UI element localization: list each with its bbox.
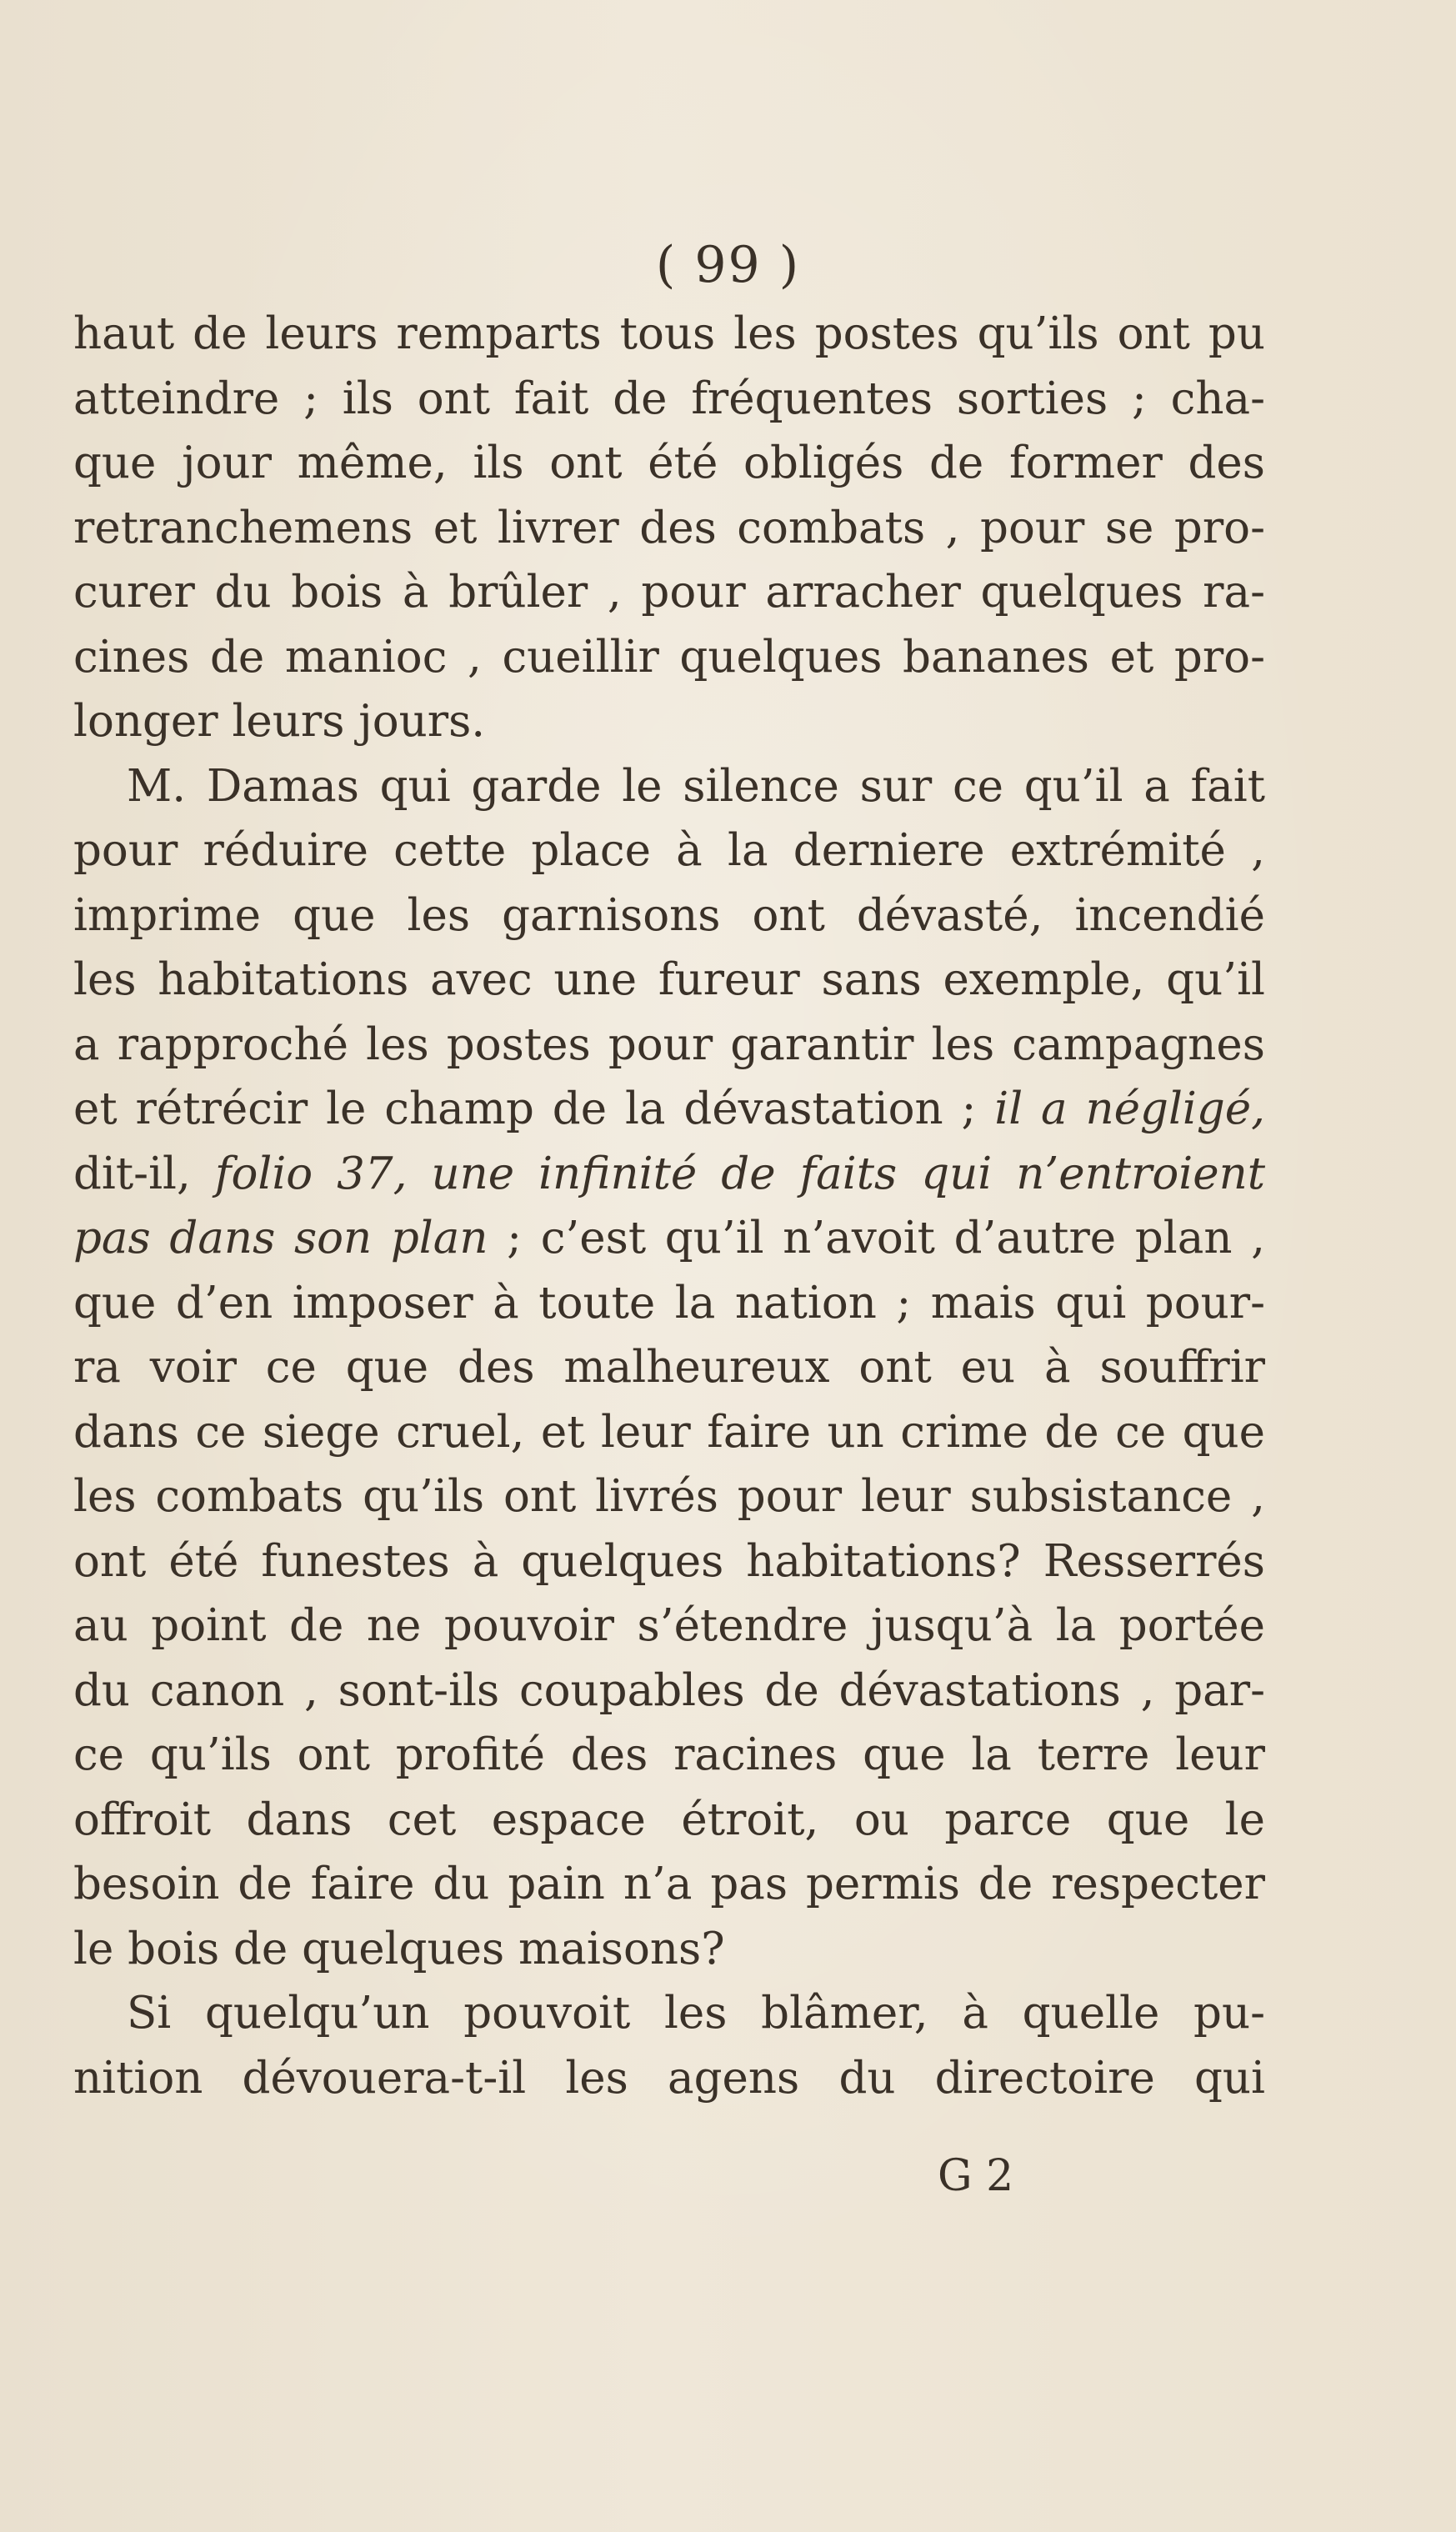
text-line: atteindre ; ils ont fait de fréquentes sorties ; cha- (73, 373, 1265, 424)
text-line (73, 1142, 1265, 1207)
italic-segment: pas dans son plan (73, 1213, 488, 1263)
italic-segment: il a négligé, (994, 1083, 1265, 1134)
text-line: que jour même, ils ont été obligés de former des (73, 438, 1265, 488)
text-line: pour réduire cette place à la derniere extrémité , (73, 825, 1265, 876)
text-line: dans ce siege cruel, et leur faire un crime de ce que (73, 1406, 1265, 1458)
text-line (73, 1077, 1265, 1142)
text-line: les combats qu’ils ont livrés pour leur subsistance , (73, 1471, 1265, 1522)
text-line: curer du bois à brûler , pour arracher quelques ra- (73, 567, 1265, 618)
text-line: imprime que les garnisons ont dévasté, incendié (73, 889, 1265, 941)
signature-mark: G 2 (938, 2151, 1014, 2201)
text-line: que d’en imposer à toute la nation ; mais qui pour- (73, 1277, 1265, 1329)
text-line: cines de manioc , cueillir quelques bananes et pro- (73, 631, 1265, 683)
text-line: au point de ne pouvoir s’étendre jusqu’à la portée (73, 1600, 1265, 1651)
page-number: ( 99 ) (655, 236, 801, 294)
text-line: ont été funestes à quelques habitations? Resserrés (73, 1535, 1265, 1587)
text-segment: dit-il, (73, 1148, 215, 1199)
text-line: besoin de faire du pain n’a pas permis de respecter (73, 1859, 1265, 1909)
text-segment: et rétrécir le champ de la dévastation ; (73, 1083, 977, 1134)
text-line: les habitations avec une fureur sans exemple, qu’il (73, 954, 1265, 1005)
text-line: Si quelqu’un pouvoit les blâmer, à quelle pu- (127, 1988, 1265, 2039)
text-line: offroit dans cet espace étroit, ou parce que le (73, 1794, 1265, 1845)
text-line: longer leurs jours. (73, 696, 486, 747)
text-line (73, 1206, 1265, 1271)
text-line: du canon , sont-ils coupables de dévastations , par- (73, 1664, 1265, 1716)
italic-segment: folio 37, une infinité de faits qui n’entroient (214, 1148, 1265, 1199)
text-segment: ; c’est qu’il n’avoit d’autre plan , (488, 1213, 1265, 1263)
text-line: M. Damas qui garde le silence sur ce qu’il a fait (127, 760, 1265, 812)
text-line: le bois de quelques maisons? (73, 1923, 725, 1974)
text-line: a rapproché les postes pour garantir les campagnes (73, 1018, 1265, 1070)
text-line: ce qu’ils ont profité des racines que la terre leur (73, 1729, 1265, 1780)
text-line: nition dévouera-t-il les agens du directoire qui (73, 2052, 1265, 2104)
text-line: haut de leurs remparts tous les postes qu’ils ont pu (73, 308, 1265, 359)
text-line: ra voir ce que des malheureux ont eu à souffrir (73, 1342, 1265, 1393)
text-line: retranchemens et livrer des combats , pour se pro- (73, 502, 1265, 553)
body-text (73, 302, 1265, 2110)
